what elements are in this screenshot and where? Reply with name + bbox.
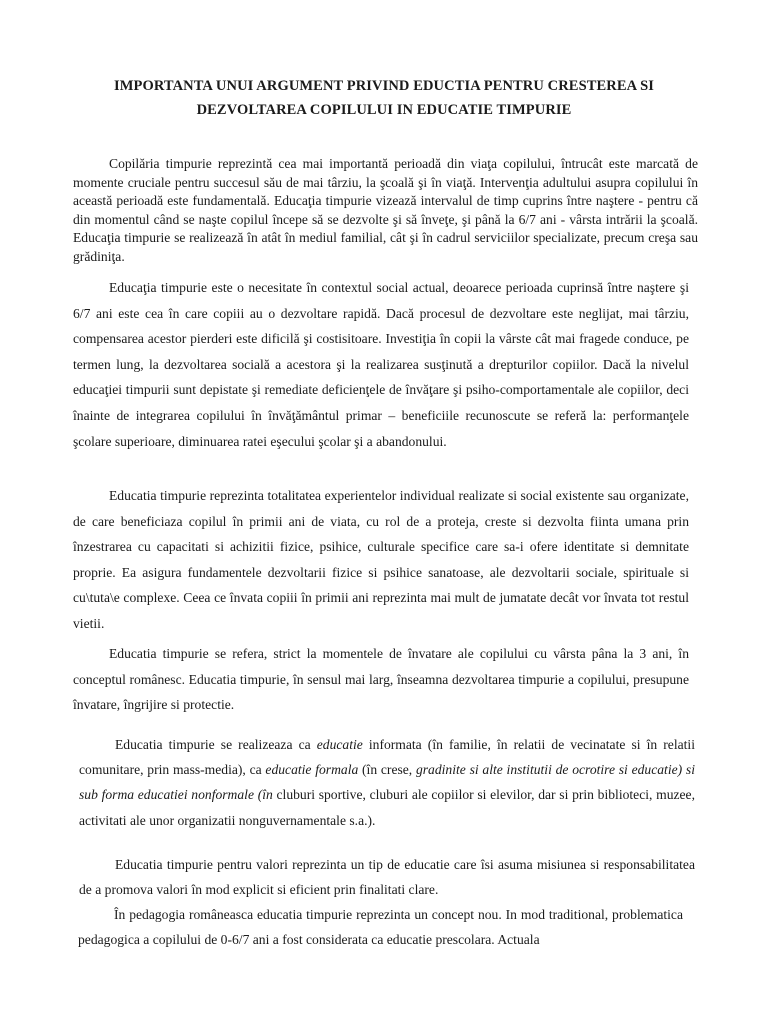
paragraph-5-text-2: informata (în familie, în relatii de vecinatate si în relatii comunitare, prin mass-media), ca <box>79 737 695 778</box>
paragraph-2: Educaţia timpurie este o necesitate în contextul social actual, deoarece perioada cuprinsă între naştere şi 6/7 ani este cea în care copiii au o dezvoltare rapidă. Dacă procesul de dezvoltare este neglijat, mai târziu, compensarea acestor pierderi este dificilă şi costisitoare. Investiţia în copii la vârste cât mai fragede conduce, pe termen lung, la dezvoltarea socială a acestora şi la realizarea susţinută a drepturilor copiilor. Dacă la nivelul educaţiei timpurii sunt depistate şi remediate deficienţele de învăţare şi psiho-comportamentale ale copiilor, deci înainte de integrarea copilului în învăţământul primar – beneficiile recunoscute se referă la: performanţele şcolare superioare, diminuarea ratei eşecului şcolar şi a abandonului. <box>73 280 689 449</box>
paragraph-4: Educatia timpurie se refera, strict la momentele de învatare ale copilului cu vârsta pâna la 3 ani, în conceptul românesc. Educatia timpurie, în sensul mai larg, înseamna dezvoltarea timpurie a copilului, presupune învatare, îngrijire si protectie. <box>73 646 689 713</box>
document-title-line-1: IMPORTANTA UNUI ARGUMENT PRIVIND EDUCTIA PENTRU CRESTEREA SI <box>113 78 655 94</box>
paragraph-5 <box>79 732 695 833</box>
paragraph-1: Copilăria timpurie reprezintă cea mai importantă perioadă din viaţa copilului, întrucât este marcată de momente cruciale pentru succesul său de mai târziu, la şcoală şi în viaţă. Intervenţia adultului asupra copilului în această perioadă este fundamentală. Educaţia timpurie vizează intervalul de timp cuprins între naştere - pentru că din momentul când se naşte copilul începe să se dezvolte şi să înveţe, şi până la 6/7 ani - vârsta intrării la şcoală. Educaţia timpurie se realizează în atât în mediul familial, cât şi în cadrul serviciilor specializate, precum creşa sau grădiniţa. <box>73 156 698 264</box>
paragraph-5-italic-2: educatie formala <box>265 762 359 778</box>
document-title-line-2: DEZVOLTAREA COPILULUI IN EDUCATIE TIMPURIE <box>196 102 572 118</box>
paragraph-5-text-1: Educatia timpurie se realizeaza ca <box>115 737 317 752</box>
paragraph-5-italic-3: gradinite si alte institutii de ocrotire si educatie) si sub forma educatiei nonformale (în <box>79 762 695 803</box>
paragraph-5-text-4: cluburi sportive, cluburi ale copiilor si elevilor, dar si prin biblioteci, muzee, activitati ale unor organizatii nonguvernamentale s.a.). <box>79 787 695 828</box>
paragraph-7: În pedagogia româneasca educatia timpurie reprezinta un concept nou. In mod traditional, problematica pedagogica a copilului de 0-6/7 ani a fost considerata ca educatie prescolara. Actuala <box>78 907 683 948</box>
paragraph-5-text-3: (în crese, <box>358 762 416 778</box>
paragraph-5-italic-1: educatie <box>316 737 363 752</box>
paragraph-6: Educatia timpurie pentru valori reprezinta un tip de educatie care îsi asuma misiunea si responsabilitatea de a promova valori în mod explicit si eficient prin finalitati clare. <box>79 857 695 898</box>
paragraph-3: Educatia timpurie reprezinta totalitatea experientelor individual realizate si social existente sau organizate, de care beneficiaza copilul în primii ani de viata, cu rol de a proteja, creste si dezvolta fiinta umana prin înzestrarea cu capacitati si achizitii fizice, psihice, culturale specifice care sa-i ofere identitate si demnitate proprie. Ea asigura fundamentele dezvoltarii fizice si psihice sanatoase, ale dezvoltarii sociale, spirituale si cu\tuta\e complexe. Ceea ce învata copiii în primii ani reprezinta mai mult de jumatate decât vor învata tot restul vietii. <box>73 488 689 631</box>
